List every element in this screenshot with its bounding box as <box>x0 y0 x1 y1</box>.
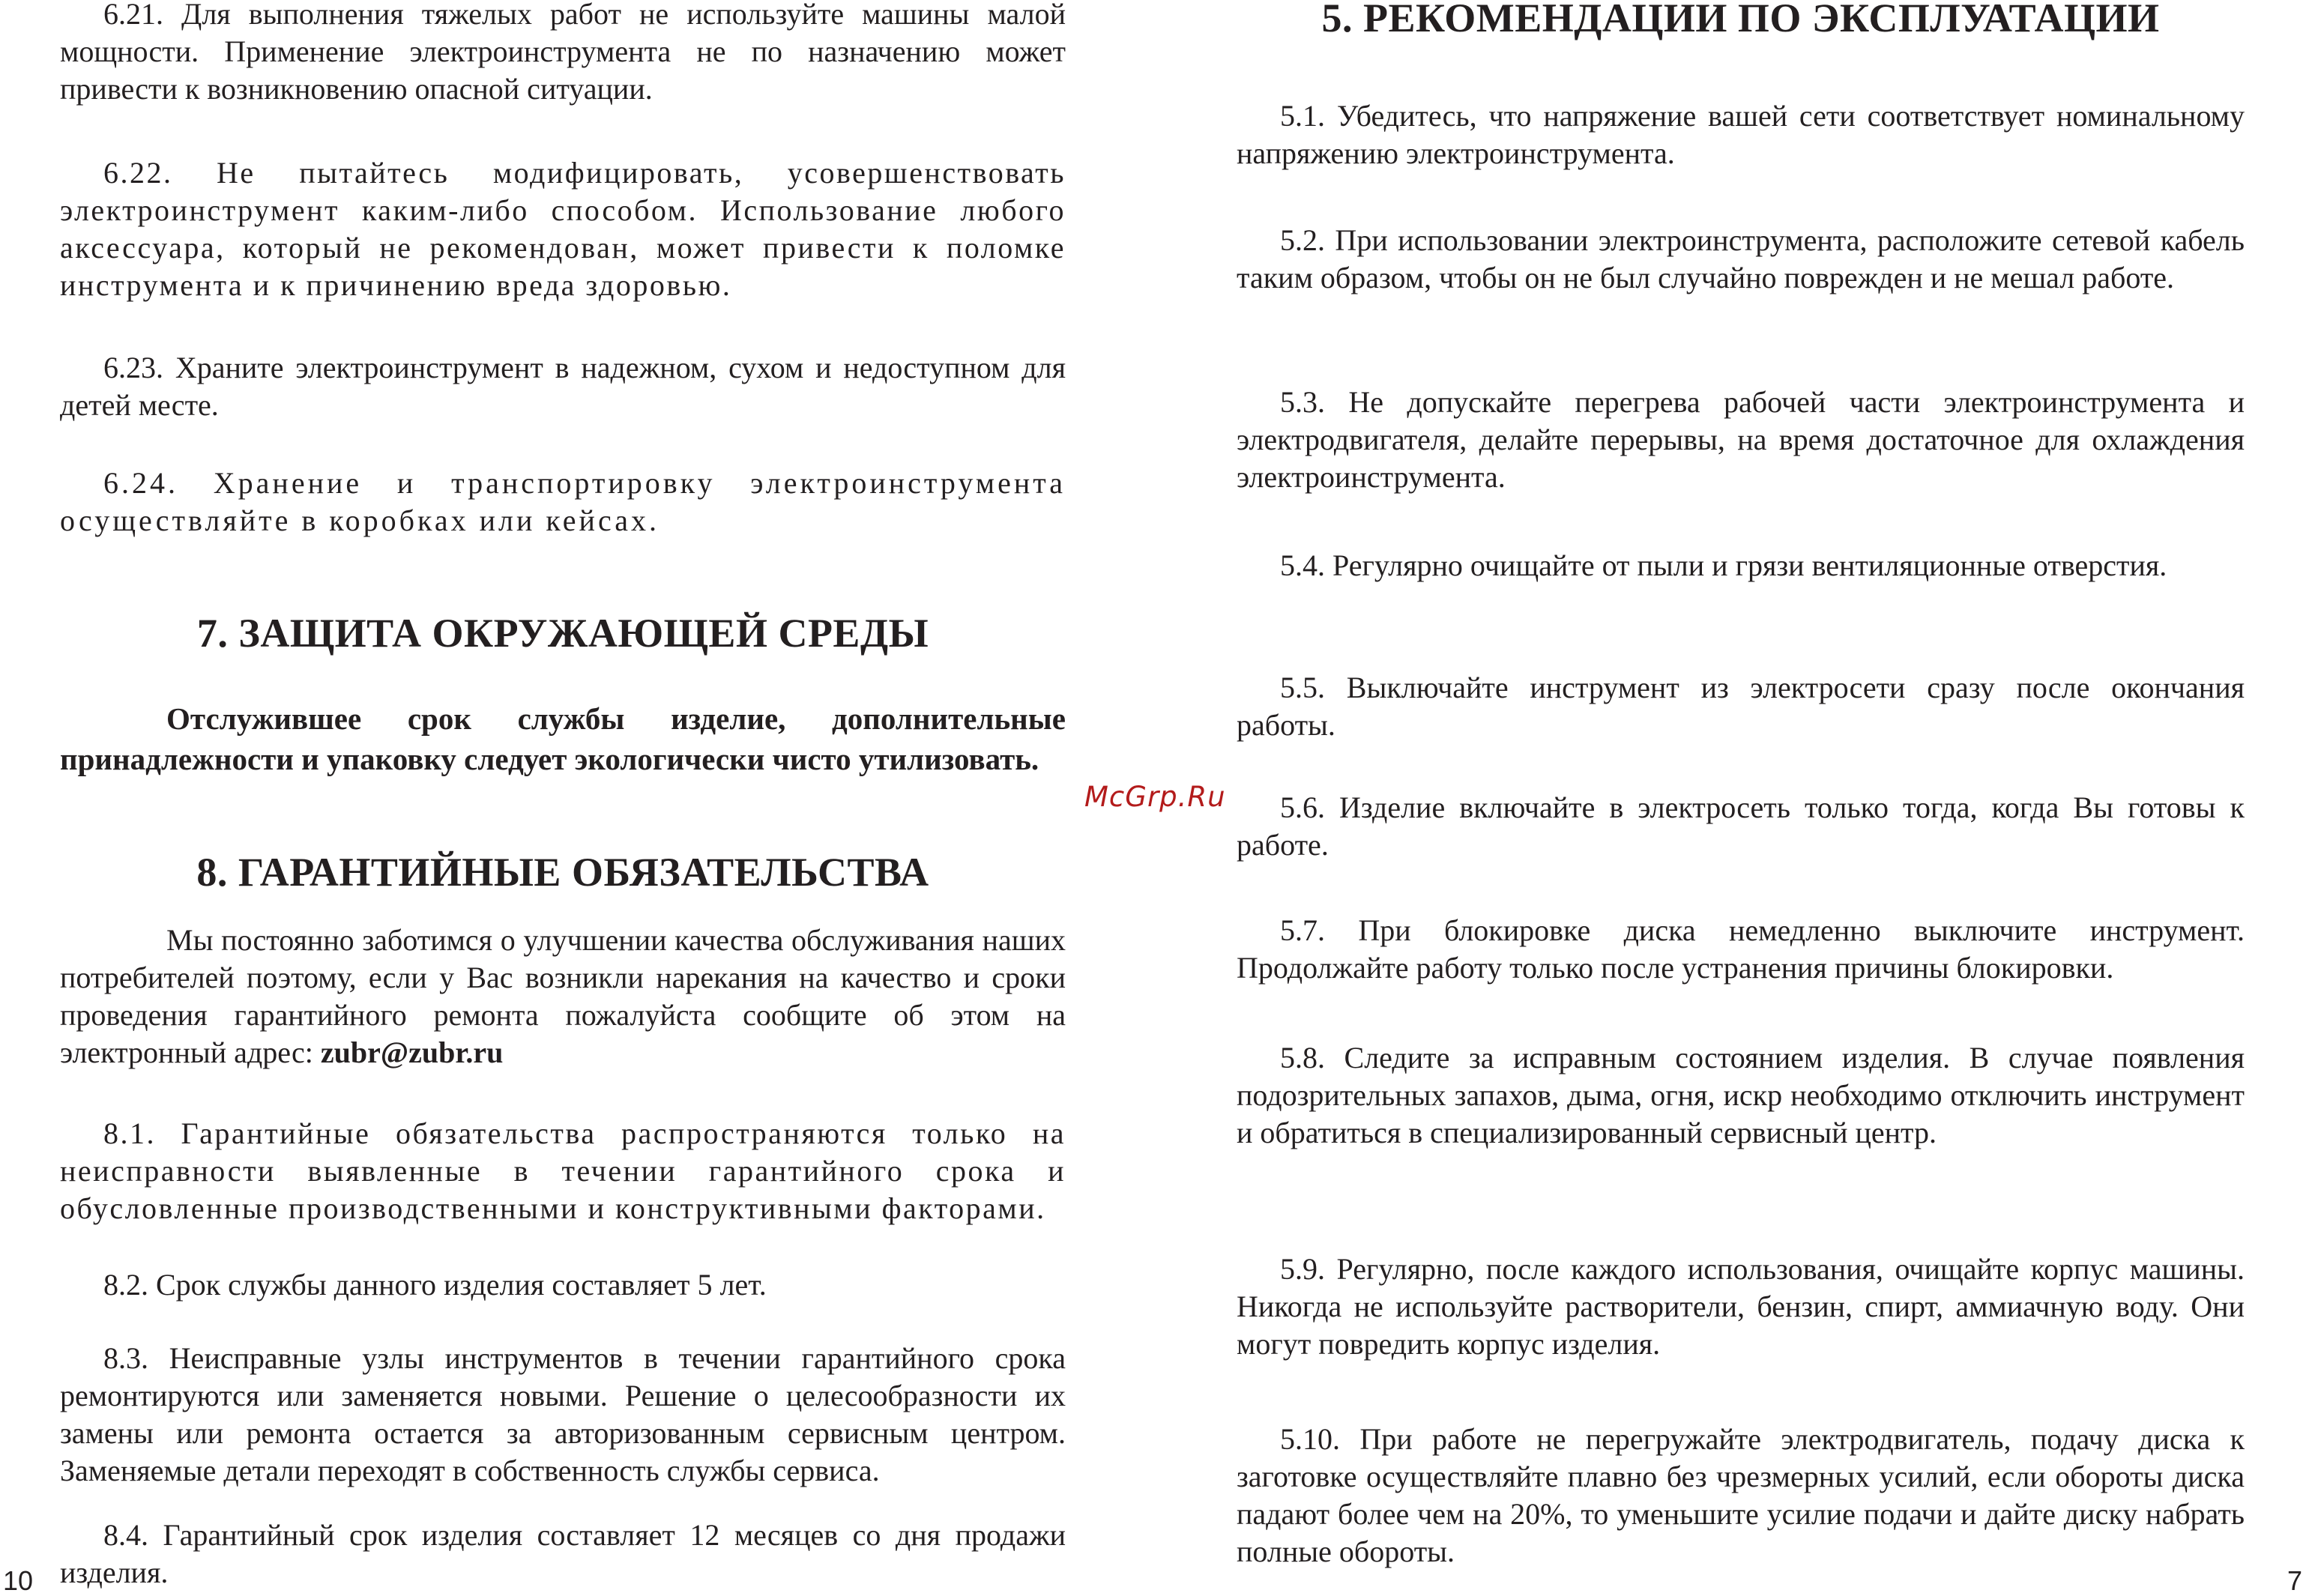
paragraph-5-3: 5.3. Не допускайте перегрева рабочей части электроинструмента и электродвигателя, делайте перерывы, на время достаточное для охлаждения электроинструмента. <box>1237 385 2245 494</box>
section-7-title: 7. ЗАЩИТА ОКРУЖАЮЩЕЙ СРЕДЫ <box>196 611 929 656</box>
section-7-text: Отслужившее срок службы изделие, дополнительные принадлежности и упаковку следует экологически чисто утилизовать. <box>60 701 1066 776</box>
paragraph-5-4: 5.4. Регулярно очищайте от пыли и грязи вентиляционные отверстия. <box>1280 548 2167 582</box>
paragraph-8-4: 8.4. Гарантийный срок изделия составляет 12 месяцев со дня продажи изделия. <box>60 1518 1066 1589</box>
paragraph-5-6: 5.6. Изделие включайте в электросеть только тогда, когда Вы готовы к работе. <box>1237 791 2245 862</box>
paragraph-8-3: 8.3. Неисправные узлы инструментов в течении гарантийного срока ремонтируются или заменяется новыми. Решение о целесообразности их замены или ремонта остается за авторизованным сервисным центром. Заменяемые детали переходят в собственность службы сервиса. <box>60 1341 1066 1487</box>
paragraph-5-9: 5.9. Регулярно, после каждого использования, очищайте корпус машины. Никогда не используйте растворители, бензин, спирт, аммиачную воду. Они могут повредить корпус изделия. <box>1237 1252 2245 1361</box>
paragraph-6-24: 6.24. Хранение и транспортировку электроинструмента осуществляйте в коробках или кейсах. <box>60 466 1066 537</box>
page-number-left: 10 <box>3 1565 34 1596</box>
paragraph-6-21: 6.21. Для выполнения тяжелых работ не используйте машины малой мощности. Применение электроинструмента не по назначению может привести к возникновению опасной ситуации. <box>60 0 1066 106</box>
paragraph-5-7: 5.7. При блокировке диска немедленно выключите инструмент. Продолжайте работу только после устранения причины блокировки. <box>1237 913 2245 985</box>
paragraph-5-5: 5.5. Выключайте инструмент из электросети сразу после окончания работы. <box>1237 671 2245 742</box>
paragraph-5-8: 5.8. Следите за исправным состоянием изделия. В случае появления подозрительных запахов, дыма, огня, искр необходимо отключить инструмент и обратиться в специализированный сервисный центр. <box>1237 1041 2245 1149</box>
paragraph-8-1: 8.1. Гарантийные обязательства распространяются только на неисправности выявленные в течении гарантийного срока и обусловленные производственными и конструктивными факторами. <box>60 1116 1066 1225</box>
paragraph-5-2: 5.2. При использовании электроинструмента, расположите сетевой кабель таким образом, чтобы он не был случайно поврежден и не мешал работе. <box>1237 223 2245 294</box>
watermark-logo: McGrp.Ru <box>1084 781 1226 813</box>
contact-email-link[interactable]: zubr@zubr.ru <box>320 1036 504 1069</box>
section-8-title: 8. ГАРАНТИЙНЫЕ ОБЯЗАТЕЛЬСТВА <box>196 850 929 895</box>
paragraph-6-22: 6.22. Не пытайтесь модифицировать, усовершенствовать электроинструмент каким-либо способом. Использование любого аксессуара, который не рекомендован, может привести к поломке инструмента и к причинению вреда здоровью. <box>60 156 1066 302</box>
paragraph-8-2: 8.2. Срок службы данного изделия составляет 5 лет. <box>103 1268 767 1302</box>
section-8-intro-text: Мы постоянно заботимся о улучшении качества обслуживания наших потребителей поэтому, если у Вас возникли нарекания на качество и сроки проведения гарантийного ремонта пожалуйста сообщите об этом на электронный адрес: <box>60 923 1066 1069</box>
page-number-right: 7 <box>2287 1565 2303 1596</box>
paragraph-5-10: 5.10. При работе не перегружайте электродвигатель, подачу диска к заготовке осуществляйте плавно без чрезмерных усилий, если обороты диска падают более чем на 20%, то уменьшите усилие подачи и дайте диску набрать полные обороты. <box>1237 1422 2245 1568</box>
section-8-intro <box>60 922 1066 1071</box>
paragraph-6-23: 6.23. Храните электроинструмент в надежном, сухом и недоступном для детей месте. <box>60 351 1066 422</box>
paragraph-5-1: 5.1. Убедитесь, что напряжение вашей сети соответствует номинальному напряжению электроинструмента. <box>1237 99 2245 170</box>
section-5-title: 5. РЕКОМЕНДАЦИИ ПО ЭКСПЛУАТАЦИИ <box>1321 0 2160 40</box>
